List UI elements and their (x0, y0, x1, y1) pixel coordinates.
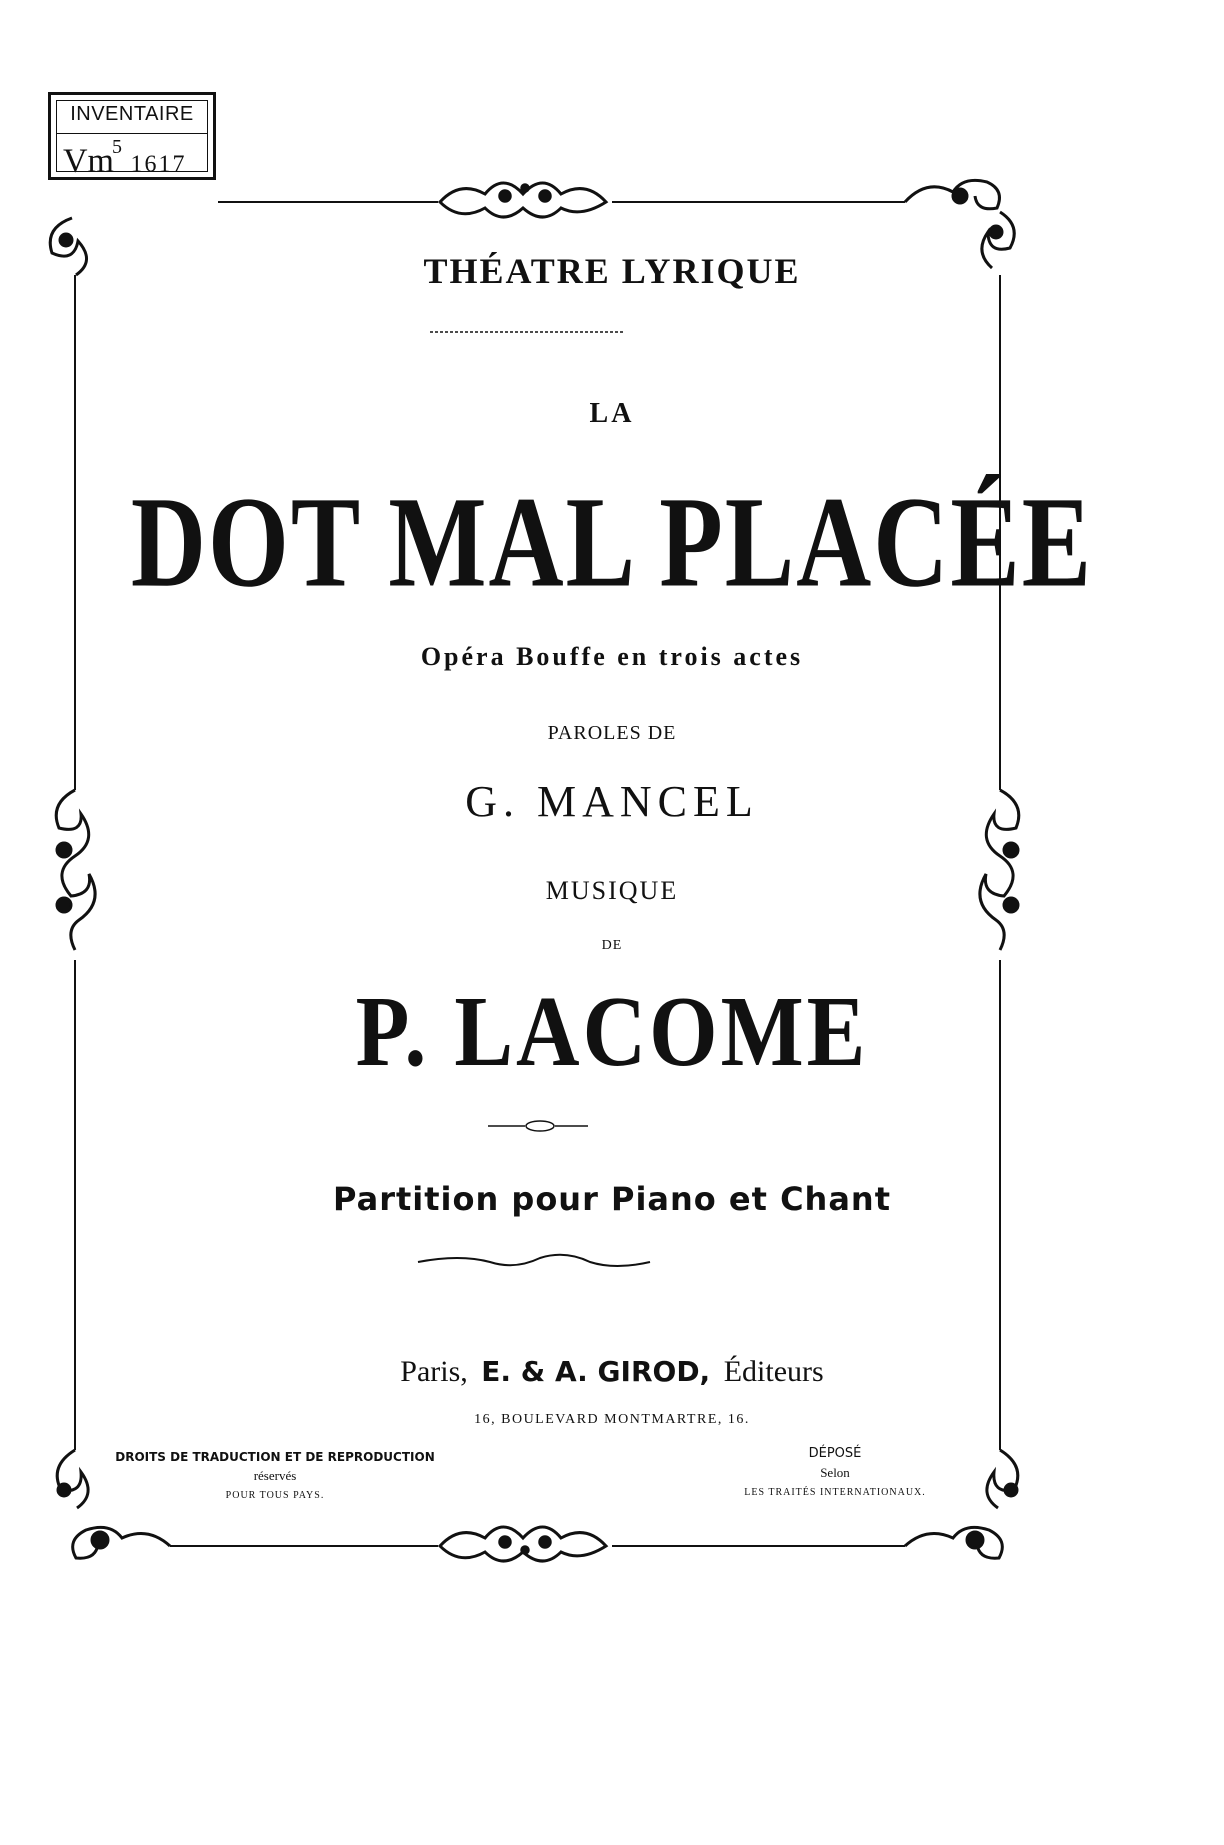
composer-name: P. LACOME (355, 976, 869, 1088)
work-title: DOT MAL PLACÉE (130, 470, 1094, 615)
rights-right-line3: LES TRAITÉS INTERNATIONAUX. (744, 1487, 926, 1498)
rights-notice-right (720, 1446, 950, 1498)
bottom-center-ornament (440, 1527, 606, 1561)
theatre-name: THÉATRE LYRIQUE (423, 251, 801, 291)
paroles-de-label: PAROLES DE (547, 722, 677, 744)
publisher-city: Paris, (400, 1355, 468, 1388)
publisher-role: Éditeurs (723, 1355, 824, 1388)
stamp-label: INVENTAIRE (57, 103, 207, 134)
rights-right-line1: DÉPOSÉ (808, 1446, 862, 1461)
shelfmark-superscript: 5 (112, 136, 122, 158)
shelfmark-number: 1617 (130, 151, 187, 178)
rights-left-line3: POUR TOUS PAYS. (225, 1490, 325, 1501)
stamp-shelfmark (63, 133, 187, 184)
work-subtitle: Opéra Bouffe en trois actes (420, 642, 804, 671)
inventory-stamp (48, 92, 216, 180)
publisher-line (0, 1355, 1224, 1389)
edition-description: Partition pour Piano et Chant (333, 1180, 891, 1218)
librettist-name: G. MANCEL (465, 777, 759, 826)
rights-right-line2: Selon (820, 1465, 850, 1480)
top-center-ornament (440, 183, 606, 217)
rights-left-line1: DROITS DE TRADUCTION ET DE REPRODUCTION (115, 1450, 435, 1464)
publisher-name: E. & A. GIROD, (481, 1355, 711, 1388)
musique-label: MUSIQUE (545, 876, 679, 905)
publisher-address: 16, BOULEVARD MONTMARTRE, 16. (474, 1412, 750, 1427)
shelfmark-prefix: Vm (63, 142, 114, 180)
rights-notice-left (110, 1450, 440, 1501)
de-label: DE (601, 938, 623, 953)
rights-left-line2: réservés (253, 1468, 297, 1483)
title-article: LA (589, 398, 635, 429)
